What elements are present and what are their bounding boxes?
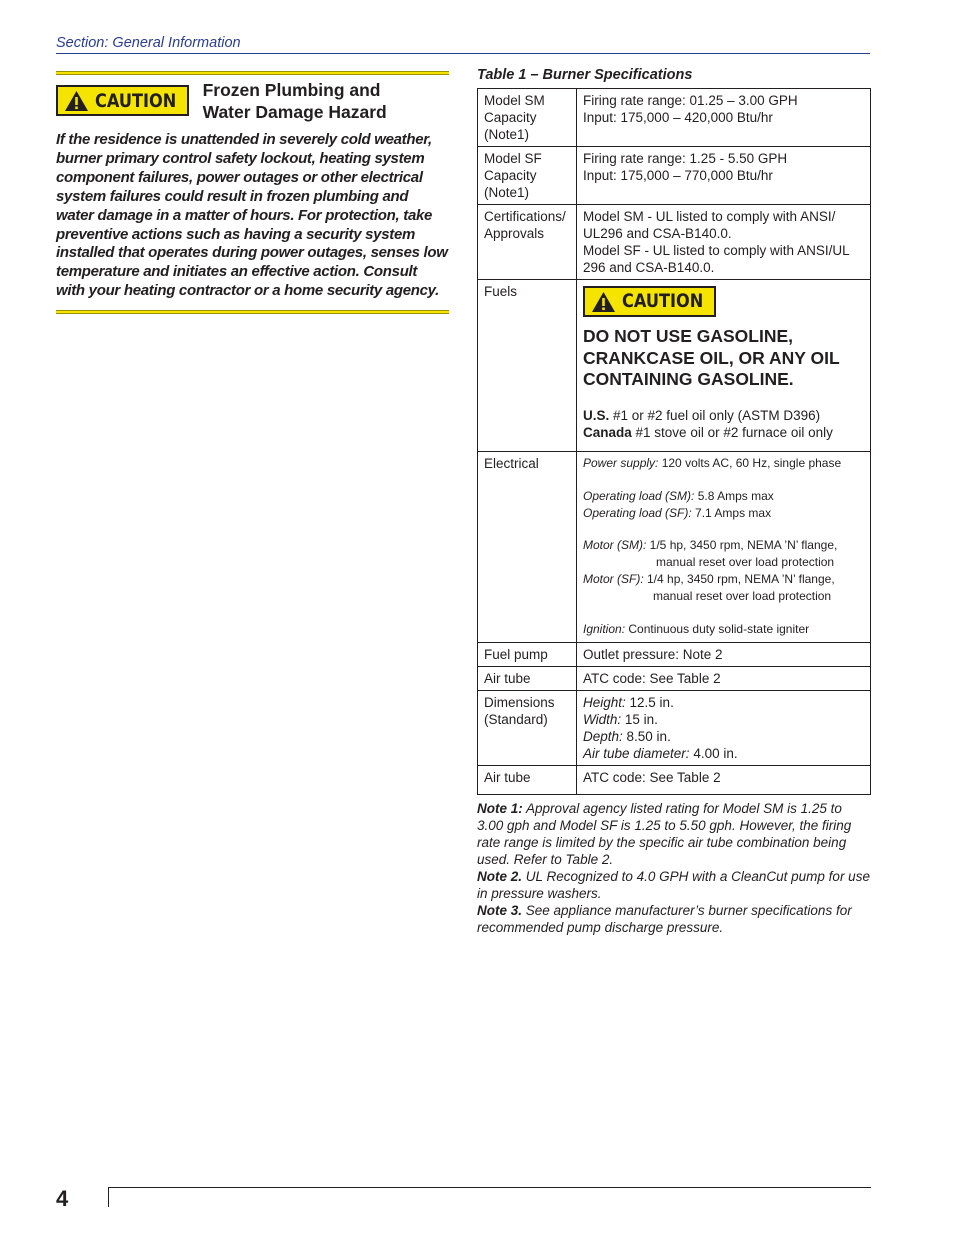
header-rule xyxy=(56,53,870,54)
table-row xyxy=(478,766,871,795)
frozen-plumbing-caution xyxy=(56,71,449,314)
value-line: Input: 175,000 – 770,000 Btu/hr xyxy=(583,168,773,183)
caution-title xyxy=(203,79,387,123)
section-header: Section: General Information xyxy=(56,35,241,51)
row-label: Fuel pump xyxy=(478,643,577,667)
caution-badge-text: CAUTION xyxy=(95,89,177,112)
footer-rule xyxy=(108,1187,871,1188)
motor-sm-continued: manual reset over load protection xyxy=(656,555,835,570)
value-line: Firing rate range: 1.25 - 5.50 GPH xyxy=(583,151,788,166)
warning-line: DO NOT USE GASOLINE, xyxy=(583,326,794,346)
label-line: Dimensions xyxy=(484,695,555,710)
value-line: 296 and CSA-B140.0. xyxy=(583,260,715,275)
table-row xyxy=(478,643,871,667)
table-row xyxy=(478,205,871,280)
note-text: See appliance manufacturer’s burner specifications for recommended pump discharge pressure. xyxy=(477,903,852,935)
value-line: Firing rate range: 01.25 – 3.00 GPH xyxy=(583,93,798,108)
caution-badge xyxy=(583,286,716,317)
fuel-us xyxy=(583,407,864,424)
motor-sf-value: 1/4 hp, 3450 rpm, NEMA ’N’ flange, xyxy=(643,571,835,586)
note-label: Note 3. xyxy=(477,903,523,918)
note-1 xyxy=(477,800,871,868)
caution-body-text: If the residence is unattended in severely cold weather, burner primary control safety lockout, heating system component failures, power outages or other electrical system failures could result in frozen plumbing and water damage in a matter of hours. For protection, take preventive actions such as having a security system installed that operates during power outages, senses low temperature and initiates an effective action. Consult with your heating contractor or a home security agency. xyxy=(56,131,448,300)
motor-sm-value: 1/5 hp, 3450 rpm, NEMA ’N’ flange, xyxy=(646,538,838,553)
value-line: UL296 and CSA-B140.0. xyxy=(583,226,732,241)
table-row xyxy=(478,667,871,691)
value-line: Input: 175,000 – 420,000 Btu/hr xyxy=(583,110,773,125)
table-row xyxy=(478,280,871,452)
label-line: Capacity xyxy=(484,168,537,183)
op-sm-value: 5.8 Amps max xyxy=(694,488,774,503)
caution-top-rule xyxy=(56,71,449,75)
fuel-canada xyxy=(583,424,864,441)
footer-tick xyxy=(108,1187,109,1207)
warning-line: CONTAINING GASOLINE. xyxy=(583,369,794,389)
motor-sf-continued: manual reset over load protection xyxy=(653,588,832,603)
operating-load-sf xyxy=(583,505,864,522)
dim-value: 4.00 in. xyxy=(689,746,738,761)
motor-sm-label: Motor (SM): xyxy=(583,538,647,553)
dim-value: 12.5 in. xyxy=(625,695,674,710)
note-label: Note 2. xyxy=(477,869,523,884)
fuels-caution xyxy=(583,286,864,317)
caution-heading xyxy=(56,79,449,123)
caution-title-line2: Water Damage Hazard xyxy=(202,102,387,122)
dim-value: 15 in. xyxy=(621,712,658,727)
row-value xyxy=(577,89,871,147)
op-sf-value: 7.1 Amps max xyxy=(691,505,772,520)
note-2 xyxy=(477,868,871,902)
op-sm-label: Operating load (SM): xyxy=(583,488,695,503)
row-label xyxy=(478,147,577,205)
row-value: ATC code: See Table 2 xyxy=(577,667,871,691)
ignition xyxy=(583,621,864,638)
note-text: UL Recognized to 4.0 GPH with a CleanCut pump for use in pressure washers. xyxy=(477,869,870,901)
power-label: Power supply: xyxy=(583,456,659,470)
table-row xyxy=(478,452,871,643)
motor-sf-label: Motor (SF): xyxy=(583,571,644,586)
dim-depth xyxy=(583,728,864,745)
fuel-canada-label: Canada xyxy=(583,424,632,440)
warning-triangle-icon xyxy=(591,291,616,313)
row-label: Air tube xyxy=(478,667,577,691)
warning-triangle-icon xyxy=(64,90,89,112)
label-line: (Note1) xyxy=(484,127,530,142)
fuel-types xyxy=(583,407,864,441)
motor-sm xyxy=(583,537,864,554)
fuel-us-text: #1 or #2 fuel oil only (ASTM D396) xyxy=(609,407,821,423)
caution-badge-text: CAUTION xyxy=(622,290,704,312)
caution-title-line1: Frozen Plumbing and xyxy=(202,80,381,100)
label-line: Model SM xyxy=(484,93,545,108)
row-label: Air tube xyxy=(478,766,577,795)
table-caption: Table 1 – Burner Specifications xyxy=(477,67,693,83)
value-line: Model SM - UL listed to comply with ANSI/ xyxy=(583,209,836,224)
ignition-label: Ignition: xyxy=(583,621,626,636)
label-line: (Standard) xyxy=(484,712,548,727)
row-value: ATC code: See Table 2 xyxy=(577,766,871,795)
dim-air-tube xyxy=(583,745,864,762)
page-number: 4 xyxy=(56,1186,69,1211)
operating-load-sm xyxy=(583,488,864,505)
fuel-us-label: U.S. xyxy=(583,407,610,423)
fuel-canada-text: #1 stove oil or #2 furnace oil only xyxy=(631,424,833,440)
table-row xyxy=(478,691,871,766)
row-label: Fuels xyxy=(478,280,577,452)
burner-specifications-table xyxy=(477,88,871,795)
op-sf-label: Operating load (SF): xyxy=(583,505,692,520)
row-label xyxy=(478,691,577,766)
label-line: Certifications/ xyxy=(484,209,566,224)
row-value: Outlet pressure: Note 2 xyxy=(577,643,871,667)
row-value xyxy=(577,280,871,452)
row-value xyxy=(577,205,871,280)
dim-label: Width: xyxy=(583,712,622,727)
label-line: Model SF xyxy=(484,151,542,166)
dim-height xyxy=(583,694,864,711)
row-value xyxy=(577,147,871,205)
dim-label: Air tube diameter: xyxy=(583,746,690,761)
row-label xyxy=(478,89,577,147)
row-label xyxy=(478,205,577,280)
table-row xyxy=(478,147,871,205)
value-line: Model SF - UL listed to comply with ANSI/UL xyxy=(583,243,850,258)
label-line: Approvals xyxy=(484,226,545,241)
dim-value: 8.50 in. xyxy=(622,729,671,744)
note-text: Approval agency listed rating for Model SM is 1.25 to 3.00 gph and Model SF is 1.25 to 5.50 gph. However, the firing rate range is limited by the specific air tube combination being used. Refer to Table 2. xyxy=(477,801,852,867)
warning-line: CRANKCASE OIL, OR ANY OIL xyxy=(583,347,840,368)
fuels-warning xyxy=(583,326,864,391)
power-value: 120 volts AC, 60 Hz, single phase xyxy=(658,456,842,470)
label-line: Capacity xyxy=(484,110,537,125)
note-3 xyxy=(477,902,871,936)
caution-bottom-rule xyxy=(56,310,449,314)
note-label: Note 1: xyxy=(477,801,523,816)
row-value xyxy=(577,691,871,766)
table-row xyxy=(478,89,871,147)
label-line: (Note1) xyxy=(484,185,530,200)
dim-width xyxy=(583,711,864,728)
table-notes xyxy=(477,800,871,936)
ignition-value: Continuous duty solid-state igniter xyxy=(625,621,810,636)
caution-badge xyxy=(56,85,189,116)
row-value xyxy=(577,452,871,643)
power-supply xyxy=(583,455,864,472)
dim-label: Height: xyxy=(583,695,626,710)
dim-label: Depth: xyxy=(583,729,623,744)
motor-sf xyxy=(583,571,864,588)
row-label: Electrical xyxy=(478,452,577,643)
